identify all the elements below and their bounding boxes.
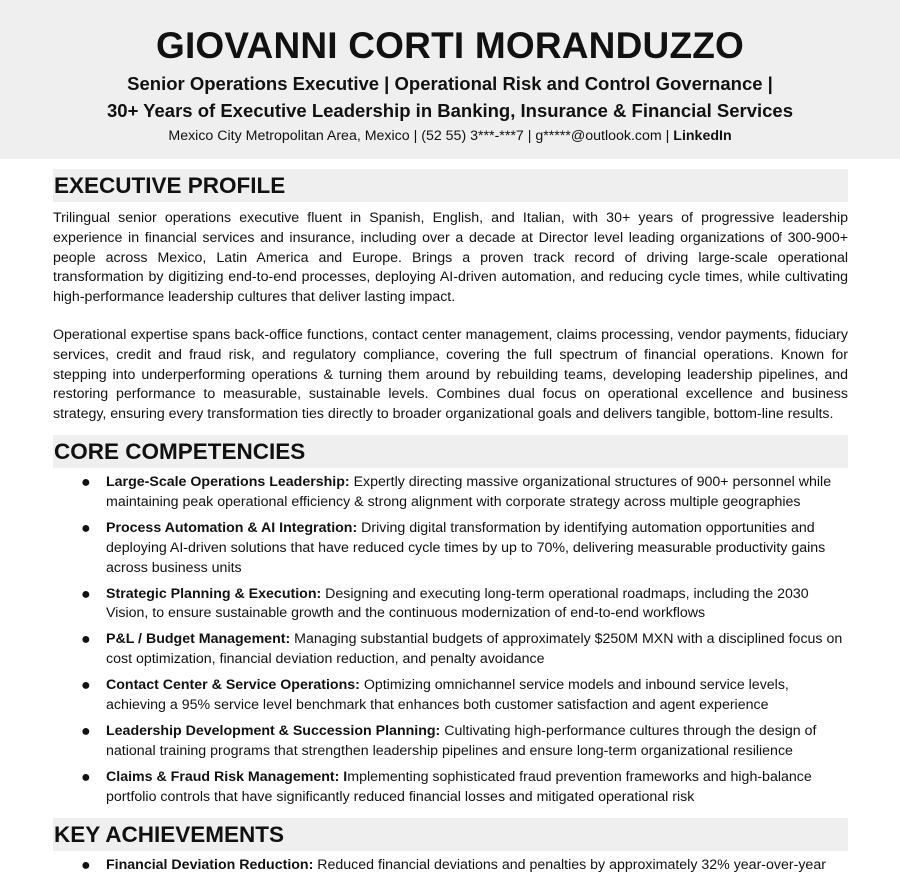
item-text: Expertly directing massive organizational structures of 900+ personnel while maintaining peak operational efficiency & strong alignment with corporate strategy across multiple geographies xyxy=(106,473,832,510)
bullet-icon: ● xyxy=(81,585,91,603)
list-item xyxy=(53,519,848,579)
section-heading-executive-profile: EXECUTIVE PROFILE xyxy=(53,169,848,202)
achievements-list xyxy=(53,856,848,876)
contact-line xyxy=(0,125,900,147)
item-text: Driving digital transformation by identifying automation opportunities and deploying AI-driven solutions that have reduced cycle times by up to 70%, delivering measurable productivity gains across business units xyxy=(106,519,826,576)
list-item xyxy=(53,676,848,716)
item-title: Leadership Development & Succession Planning: xyxy=(106,722,441,739)
list-item xyxy=(53,768,848,808)
section-heading-core-competencies: CORE COMPETENCIES xyxy=(53,435,848,468)
headline-line-2: 30+ Years of Executive Leadership in Banking, Insurance & Financial Services xyxy=(107,100,793,121)
list-item xyxy=(53,473,848,513)
bullet-icon: ● xyxy=(81,677,91,695)
item-title: Claims & Fraud Risk Management: I xyxy=(106,768,348,785)
item-text: Optimizing omnichannel service models and inbound service levels, achieving a 95% service level benchmark that enhances both customer satisfaction and agent experience xyxy=(106,677,789,714)
bullet-icon: ● xyxy=(81,631,91,649)
item-title: P&L / Budget Management: xyxy=(106,631,291,648)
section-heading-key-achievements: KEY ACHIEVEMENTS xyxy=(53,818,848,851)
list-item xyxy=(53,856,848,876)
headline-line-1: Senior Operations Executive | Operational Risk and Control Governance | xyxy=(127,73,773,94)
linkedin-link[interactable]: LinkedIn xyxy=(673,128,732,144)
bullet-icon: ● xyxy=(81,856,91,874)
list-item xyxy=(53,630,848,670)
item-title: Large-Scale Operations Leadership: xyxy=(106,473,350,490)
bullet-icon: ● xyxy=(81,473,91,491)
profile-paragraph: Operational expertise spans back-office functions, contact center management, claims processing, vendor payments, fiduciary services, credit and fraud risk, and regulatory compliance, covering the full spectrum of financial operations. Known for stepping into underperforming operations & turning them around by rebuilding teams, developing leadership pipelines, and restoring performance to measurable, sustainable levels. Combines dual focus on operational excellence and business strategy, ensuring every transformation ties directly to broader organizational goals and delivers tangible, bottom-line results. xyxy=(53,326,848,423)
item-text: Reduced financial deviations and penalties by approximately 32% year-over-year xyxy=(313,856,826,873)
item-title: Strategic Planning & Execution: xyxy=(106,585,322,602)
item-text: Managing substantial budgets of approximately $250M MXN with a disciplined focus on cost optimization, financial deviation reduction, and penalty avoidance xyxy=(106,631,843,668)
item-title: Financial Deviation Reduction: xyxy=(106,856,314,873)
bullet-icon: ● xyxy=(81,768,91,786)
resume-body xyxy=(0,169,900,875)
contact-details: Mexico City Metropolitan Area, Mexico | (52 55) 3***-***7 | g*****@outlook.com | xyxy=(168,128,674,144)
competencies-list xyxy=(53,473,848,808)
profile-paragraph: Trilingual senior operations executive fluent in Spanish, English, and Italian, with 30+ years of progressive leadership experience in financial services and insurance, including over a decade at Director level leading organizations of 300-900+ people across Mexico, Latin America and Europe. Brings a proven track record of driving large-scale operational transformation by digitizing end-to-end processes, deploying AI-driven automation, and reducing cycle times, while cultivating high-performance leadership cultures that deliver lasting impact. xyxy=(53,210,848,306)
bullet-icon: ● xyxy=(81,722,91,740)
item-text: mplementing sophisticated fraud prevention frameworks and high-balance portfolio controls that have significantly reduced financial losses and mitigated operational risk xyxy=(106,768,812,805)
resume-header xyxy=(0,0,900,159)
item-text: Cultivating high-performance cultures through the design of national training programs that strengthen leadership pipelines and ensure long-term organizational resilience xyxy=(106,722,817,759)
bullet-icon: ● xyxy=(81,519,91,537)
item-text: Designing and executing long-term operational roadmaps, including the 2030 Vision, to ensure sustainable growth and the continuous modernization of end-to-end workflows xyxy=(106,585,809,622)
candidate-name: GIOVANNI CORTI MORANDUZZO xyxy=(155,25,745,66)
list-item xyxy=(53,585,848,625)
item-title: Process Automation & AI Integration: xyxy=(106,519,358,536)
item-title: Contact Center & Service Operations: xyxy=(106,677,360,694)
list-item xyxy=(53,722,848,762)
